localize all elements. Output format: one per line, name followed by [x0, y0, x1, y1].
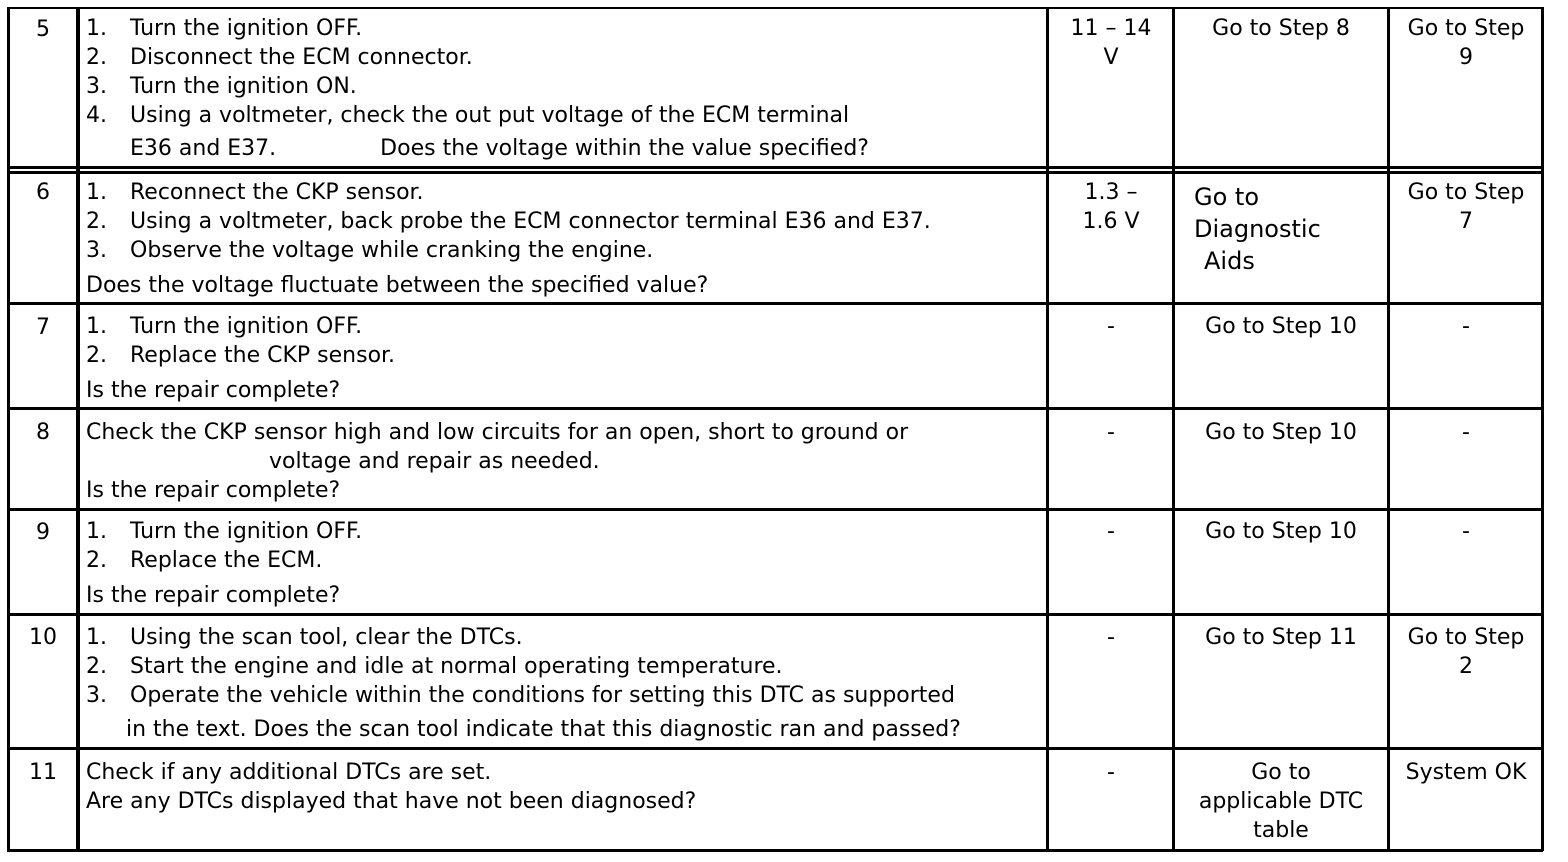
specified-value: 11 – 14 V	[1070, 16, 1152, 70]
yes-action: Go to Step 10	[1205, 420, 1357, 445]
no-action: System OK	[1405, 760, 1527, 785]
specified-value: -	[1107, 625, 1115, 650]
step-number: 11	[29, 760, 57, 785]
no-action: -	[1462, 519, 1470, 544]
step-actions: 1. Turn the ignition OFF. 2. Replace the ECM. Is the repair complete?	[86, 519, 363, 608]
step-number: 8	[36, 420, 50, 445]
yes-action: Go to Step 8	[1212, 16, 1350, 41]
step-actions: 1. Using the scan tool, clear the DTCs. 2. Start the engine and idle at normal operating temperature. 3. Operate the vehicle within the conditions for setting this DTC as supported in the text. Does the scan tool indicate that this diagnostic ran and passed?	[86, 625, 961, 742]
yes-action: Go to Step 10	[1205, 314, 1357, 339]
no-action: Go to Step 7	[1407, 180, 1525, 234]
step-actions: 1. Turn the ignition OFF. 2. Disconnect the ECM connector. 3. Turn the ignition ON. 4. Using a voltmeter, check the out put voltage of the ECM terminal E36 and E37. Does the voltage within the value specified?	[86, 16, 869, 161]
no-action: -	[1462, 314, 1470, 339]
specified-value: -	[1107, 314, 1115, 339]
yes-action: Go to Diagnostic Aids	[1194, 183, 1321, 275]
step-actions: 1. Reconnect the CKP sensor. 2. Using a voltmeter, back probe the ECM connector terminal E36 and E37. 3. Observe the voltage while cranking the engine. Does the voltage fluctuate between the specified value?	[86, 180, 931, 298]
specified-value: -	[1107, 760, 1115, 785]
no-action: Go to Step 2	[1407, 625, 1525, 679]
step-actions: Check if any additional DTCs are set. Are any DTCs displayed that have not been diagnosed?	[86, 760, 697, 814]
step-number: 9	[36, 520, 50, 545]
step-actions: Check the CKP sensor high and low circuits for an open, short to ground or voltage and repair as needed. Is the repair complete?	[86, 420, 909, 503]
yes-action: Go to Step 10	[1205, 519, 1357, 544]
step-actions: 1. Turn the ignition OFF. 2. Replace the CKP sensor. Is the repair complete?	[86, 314, 396, 403]
step-number: 10	[29, 625, 57, 650]
step-number: 6	[36, 180, 50, 205]
specified-value: -	[1107, 420, 1115, 445]
specified-value: 1.3 – 1.6 V	[1082, 180, 1140, 234]
no-action: Go to Step 9	[1407, 16, 1525, 70]
yes-action: Go to applicable DTC table	[1198, 760, 1364, 843]
step-number: 7	[36, 315, 50, 340]
specified-value: -	[1107, 519, 1115, 544]
step-number: 5	[36, 17, 50, 42]
no-action: -	[1462, 420, 1470, 445]
yes-action: Go to Step 11	[1205, 625, 1357, 650]
